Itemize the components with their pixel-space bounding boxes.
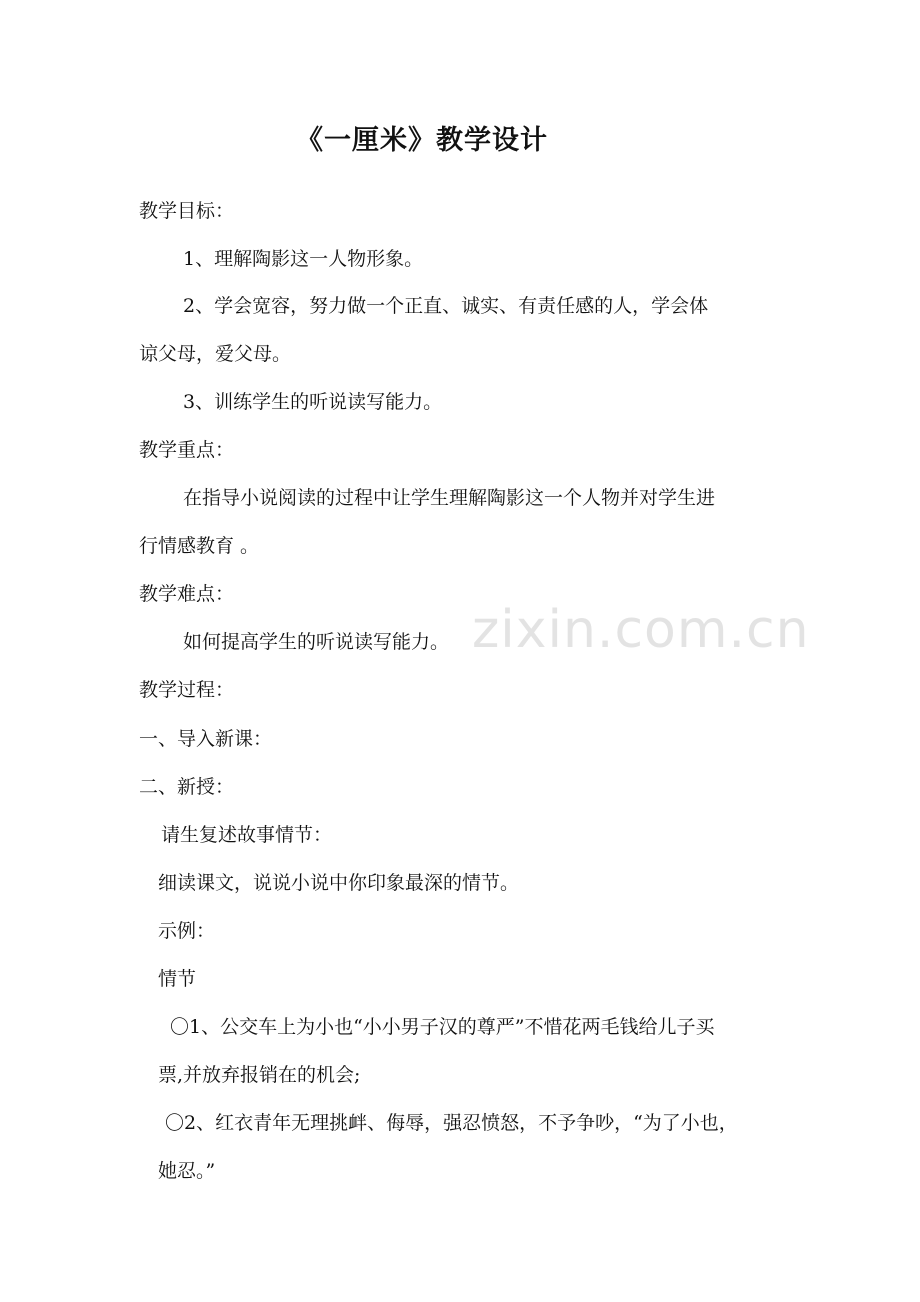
reading-instruction: 细读课文，说说小说中你印象最深的情节。 <box>158 872 520 894</box>
goal-item-1: 1、理解陶影这一人物形象。 <box>183 248 424 270</box>
plot-item-1-cont: 票,并放弃报销在的机会; <box>158 1064 361 1086</box>
key-point-text-cont: 行情感教育 。 <box>139 535 260 557</box>
watermark: zixin.com.cn <box>472 600 810 660</box>
document-title: 《一厘米》教学设计 <box>296 125 548 156</box>
goal-item-2: 2、学会宽容，努力做一个正直、诚实、有责任感的人，学会体 <box>183 295 709 317</box>
difficulty-text: 如何提高学生的听说读写能力。 <box>183 631 450 653</box>
plot-item-2-cont: 她忍。” <box>158 1160 216 1182</box>
goal-item-3: 3、训练学生的听说读写能力。 <box>183 391 443 413</box>
heading-teaching-goals: 教学目标： <box>139 200 235 222</box>
process-step-1: 一、导入新课： <box>139 728 273 750</box>
plot-item-2: 〇2、红衣青年无理挑衅、侮辱，强忍愤怒，不予争吵，“为了小也， <box>165 1112 738 1134</box>
process-step-2: 二、新授： <box>139 776 235 798</box>
plot-item-1: 〇1、公交车上为小也“小小男子汉的尊严”不惜花两毛钱给儿子买 <box>170 1016 715 1038</box>
example-label: 示例： <box>158 920 216 942</box>
heading-key-points: 教学重点： <box>139 439 235 461</box>
retell-instruction: 请生复述故事情节： <box>161 824 333 846</box>
heading-difficulties: 教学难点： <box>139 583 235 605</box>
goal-item-2-cont: 谅父母，爱父母。 <box>139 343 292 365</box>
plot-label: 情节 <box>158 968 197 990</box>
key-point-text: 在指导小说阅读的过程中让学生理解陶影这一个人物并对学生进 <box>183 487 716 509</box>
heading-process: 教学过程： <box>139 679 235 701</box>
